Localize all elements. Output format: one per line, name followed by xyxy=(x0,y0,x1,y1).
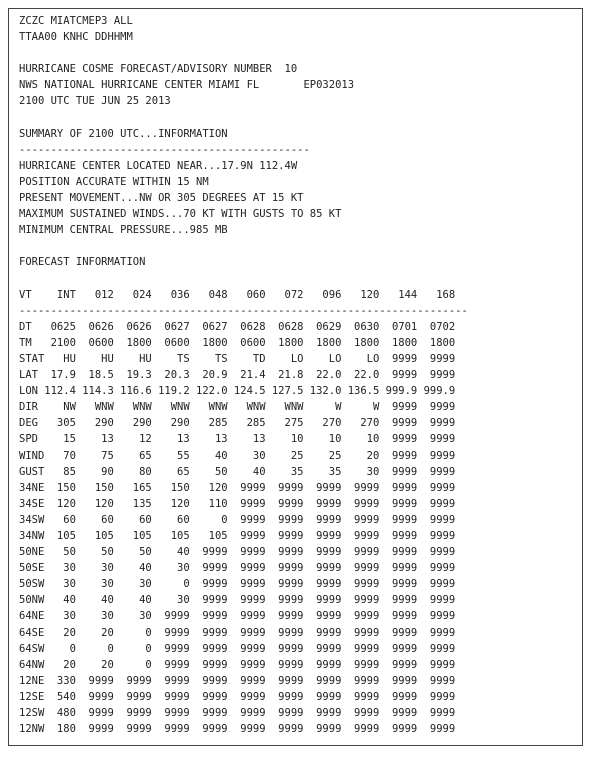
advisory-line: HURRICANE CENTER LOCATED NEAR...17.9N 112.4W xyxy=(19,159,298,172)
advisory-line: PRESENT MOVEMENT...NW OR 305 DEGREES AT 15 KT xyxy=(19,192,304,205)
advisory-line: STAT HU HU HU TS TS TD LO LO LO 9999 9999 xyxy=(19,352,456,365)
advisory-line: GUST 85 90 80 65 50 40 35 35 30 9999 9999 xyxy=(19,465,456,478)
advisory-line: DT 0625 0626 0626 0627 0627 0628 0628 0629 0630 0701 0702 xyxy=(19,320,456,333)
advisory-line: SUMMARY OF 2100 UTC...INFORMATION xyxy=(19,127,228,140)
advisory-line: SPD 15 13 12 13 13 13 10 10 10 9999 9999 xyxy=(19,433,456,446)
advisory-line: 34SE 120 120 135 120 110 9999 9999 9999 9999 9999 9999 xyxy=(19,497,456,510)
advisory-line: 34SW 60 60 60 60 0 9999 9999 9999 9999 9999 9999 xyxy=(19,513,456,526)
advisory-line: 50NE 50 50 50 40 9999 9999 9999 9999 9999 9999 9999 xyxy=(19,546,456,559)
advisory-line: 12SW 480 9999 9999 9999 9999 9999 9999 9999 9999 9999 9999 xyxy=(19,707,456,720)
advisory-line: 64SW 0 0 0 9999 9999 9999 9999 9999 9999 9999 9999 xyxy=(19,642,456,655)
advisory-line: 50SE 30 30 40 30 9999 9999 9999 9999 9999 9999 9999 xyxy=(19,562,456,575)
advisory-line: MAXIMUM SUSTAINED WINDS...70 KT WITH GUSTS TO 85 KT xyxy=(19,208,342,221)
advisory-line: 50NW 40 40 40 30 9999 9999 9999 9999 9999 9999 9999 xyxy=(19,594,456,607)
advisory-line xyxy=(19,271,468,287)
advisory-line: MINIMUM CENTRAL PRESSURE...985 MB xyxy=(19,224,228,237)
advisory-document-frame xyxy=(8,8,583,746)
advisory-line: 34NE 150 150 165 150 120 9999 9999 9999 9999 9999 9999 xyxy=(19,481,456,494)
advisory-line: ZCZC MIATCMEP3 ALL xyxy=(19,15,133,27)
advisory-line: NWS NATIONAL HURRICANE CENTER MIAMI FL EP032013 xyxy=(19,79,355,92)
advisory-text-body xyxy=(19,13,468,737)
advisory-line: LAT 17.9 18.5 19.3 20.3 20.9 21.4 21.8 22.0 22.0 9999 9999 xyxy=(19,369,456,382)
advisory-line: FORECAST INFORMATION xyxy=(19,256,146,269)
advisory-line: 2100 UTC TUE JUN 25 2013 xyxy=(19,95,171,108)
advisory-line: DEG 305 290 290 290 285 285 275 270 270 9999 9999 xyxy=(19,417,456,430)
advisory-line xyxy=(19,110,468,126)
advisory-line: 64NW 20 20 0 9999 9999 9999 9999 9999 9999 9999 9999 xyxy=(19,658,456,671)
advisory-line: 50SW 30 30 30 0 9999 9999 9999 9999 9999 9999 9999 xyxy=(19,578,456,591)
advisory-line: HURRICANE COSME FORECAST/ADVISORY NUMBER 10 xyxy=(19,63,298,76)
advisory-line: 64SE 20 20 0 9999 9999 9999 9999 9999 9999 9999 9999 xyxy=(19,626,456,639)
advisory-line: DIR NW WNW WNW WNW WNW WNW WNW W W 9999 9999 xyxy=(19,401,456,414)
advisory-line: POSITION ACCURATE WITHIN 15 NM xyxy=(19,175,209,188)
advisory-line xyxy=(19,45,468,61)
advisory-line: ---------------------------------------------- xyxy=(19,143,310,156)
advisory-line: ----------------------------------------------------------------------- xyxy=(19,304,468,317)
advisory-line: TTAA00 KNHC DDHHMM xyxy=(19,31,133,44)
advisory-line: WIND 70 75 65 55 40 30 25 25 20 9999 9999 xyxy=(19,449,456,462)
advisory-line xyxy=(19,238,468,254)
advisory-line: LON 112.4 114.3 116.6 119.2 122.0 124.5 127.5 132.0 136.5 999.9 999.9 xyxy=(19,385,456,398)
advisory-line: VT INT 012 024 036 048 060 072 096 120 144 168 xyxy=(19,288,456,301)
advisory-line: 12SE 540 9999 9999 9999 9999 9999 9999 9999 9999 9999 9999 xyxy=(19,690,456,703)
advisory-line: TM 2100 0600 1800 0600 1800 0600 1800 1800 1800 1800 1800 xyxy=(19,336,456,349)
advisory-line: 64NE 30 30 30 9999 9999 9999 9999 9999 9999 9999 9999 xyxy=(19,610,456,623)
advisory-line: 12NE 330 9999 9999 9999 9999 9999 9999 9999 9999 9999 9999 xyxy=(19,674,456,687)
advisory-line: 34NW 105 105 105 105 105 9999 9999 9999 9999 9999 9999 xyxy=(19,530,456,542)
advisory-line: 12NW 180 9999 9999 9999 9999 9999 9999 9999 9999 9999 9999 xyxy=(19,723,456,736)
